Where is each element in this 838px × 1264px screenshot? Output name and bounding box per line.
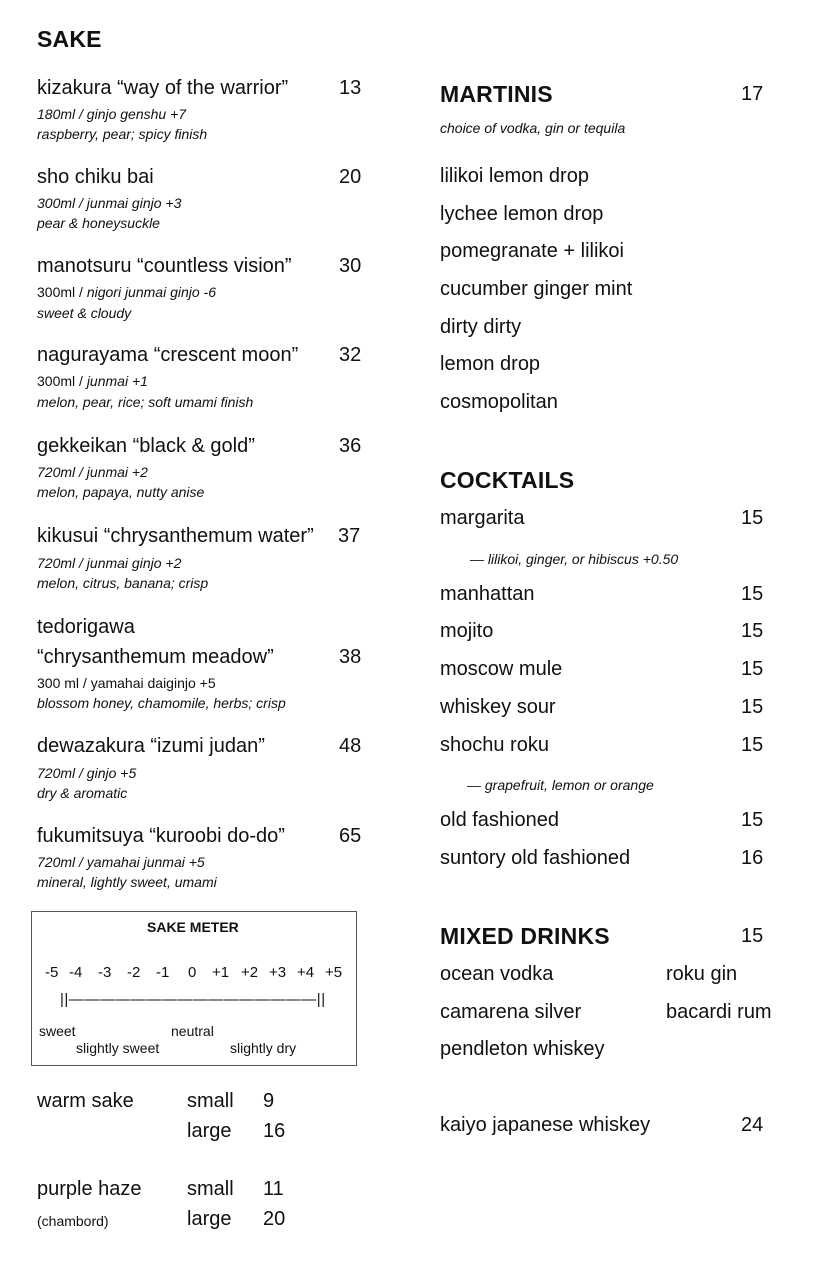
purple-haze-note: (chambord)	[37, 1213, 109, 1229]
kaiyo-name: kaiyo japanese whiskey	[440, 1114, 651, 1136]
sake-meter-line: ||————————————————||	[60, 991, 326, 1008]
purple-haze-large-label: large	[187, 1208, 232, 1230]
sake-item-price: 20	[339, 166, 362, 188]
sake-item-name: kikusui “chrysanthemum water”	[37, 525, 314, 547]
sake-meter-scale-value: +2	[241, 964, 259, 981]
mixed-drink-item: bacardi rum	[666, 1001, 772, 1023]
sake-item-notes: dry & aromatic	[37, 785, 128, 801]
sake-item-detail: 720ml / junmai +2	[37, 464, 148, 480]
sake-item-price: 38	[339, 646, 362, 668]
martini-item: dirty dirty	[440, 316, 522, 338]
sake-meter-title: SAKE METER	[147, 919, 239, 935]
sake-meter-label-neutral: neutral	[171, 1023, 214, 1039]
cocktail-item-name: manhattan	[440, 583, 535, 605]
sake-item-detail: 720ml / ginjo +5	[37, 765, 137, 781]
sake-meter-scale-value: -4	[69, 964, 83, 981]
sake-item-detail: 300 ml / yamahai daiginjo +5	[37, 675, 216, 691]
cocktail-item-name: margarita	[440, 507, 525, 529]
sake-item-name: nagurayama “crescent moon”	[37, 344, 299, 366]
cocktail-item-price: 16	[741, 847, 764, 869]
cocktail-item-price: 15	[741, 734, 764, 756]
sake-meter-scale-value: +4	[297, 964, 315, 981]
cocktail-item-name: suntory old fashioned	[440, 847, 631, 869]
sake-meter-scale-value: -5	[45, 964, 59, 981]
martini-item: cosmopolitan	[440, 391, 558, 413]
cocktail-item-price: 15	[741, 809, 764, 831]
cocktail-item-price: 15	[741, 620, 764, 642]
mixed-drink-item: camarena silver	[440, 1001, 582, 1023]
sake-item-detail: 180ml / ginjo genshu +7	[37, 106, 187, 122]
sake-item-detail: 720ml / junmai ginjo +2	[37, 555, 182, 571]
cocktail-item-name: old fashioned	[440, 809, 559, 831]
mixed-drink-item: pendleton whiskey	[440, 1038, 605, 1060]
sake-item-price: 48	[339, 735, 362, 757]
cocktail-item-name: mojito	[440, 620, 494, 642]
sake-meter-scale-value: 0	[188, 964, 197, 981]
mixed-drink-item: ocean vodka	[440, 963, 554, 985]
sake-item-notes: melon, pear, rice; soft umami finish	[37, 394, 254, 410]
sake-heading: SAKE	[37, 26, 102, 52]
sake-item-notes: raspberry, pear; spicy finish	[37, 126, 208, 142]
cocktail-item-price: 15	[741, 583, 764, 605]
sake-item-price: 13	[339, 77, 362, 99]
sake-item-notes: blossom honey, chamomile, herbs; crisp	[37, 695, 286, 711]
sake-item-name: gekkeikan “black & gold”	[37, 435, 255, 457]
martinis-heading: MARTINIS	[440, 81, 553, 107]
martini-item: lemon drop	[440, 353, 541, 375]
sake-item-price: 30	[339, 255, 362, 277]
warm-sake-name: warm sake	[37, 1090, 134, 1112]
cocktail-item-price: 15	[741, 507, 764, 529]
warm-sake-small-price: 9	[263, 1090, 275, 1112]
sake-item-notes: sweet & cloudy	[37, 305, 132, 321]
sake-item-name-line2: “chrysanthemum meadow”	[37, 646, 274, 668]
sake-item-style: nigori junmai ginjo -6	[86, 284, 216, 300]
cocktails-heading: COCKTAILS	[440, 467, 575, 493]
martini-item: pomegranate + lilikoi	[440, 240, 624, 262]
sake-item-volume: 300ml /	[37, 373, 87, 389]
cocktail-item-name: whiskey sour	[440, 696, 556, 718]
sake-meter-label-sweet: sweet	[39, 1023, 76, 1039]
sake-item-detail: 300ml / junmai ginjo +3	[37, 195, 182, 211]
sake-item-notes: pear & honeysuckle	[37, 215, 160, 231]
sake-item-name: kizakura “way of the warrior”	[37, 77, 289, 99]
martini-item: lychee lemon drop	[440, 203, 604, 225]
sake-item-detail: 720ml / yamahai junmai +5	[37, 854, 205, 870]
purple-haze-name: purple haze	[37, 1178, 142, 1200]
purple-haze-small-label: small	[187, 1178, 234, 1200]
sake-item-name: fukumitsuya “kuroobi do-do”	[37, 825, 285, 847]
sake-meter-scale-value: -2	[127, 964, 141, 981]
sake-item-name: manotsuru “countless vision”	[37, 255, 292, 277]
sake-item-style: junmai +1	[86, 373, 148, 389]
shochu-note: — grapefruit, lemon or orange	[467, 777, 654, 793]
martinis-note: choice of vodka, gin or tequila	[440, 120, 626, 136]
sake-item-name: sho chiku bai	[37, 166, 154, 188]
sake-item-notes: melon, citrus, banana; crisp	[37, 575, 209, 591]
sake-meter-label-slightly-sweet: slightly sweet	[76, 1040, 160, 1056]
sake-meter-scale-value: -3	[98, 964, 112, 981]
sake-meter-scale-value: -1	[156, 964, 170, 981]
warm-sake-large-label: large	[187, 1120, 232, 1142]
cocktail-item-name: moscow mule	[440, 658, 563, 680]
mixed-drinks-price: 15	[741, 925, 764, 947]
sake-item-volume: 300ml /	[37, 284, 87, 300]
mixed-drink-item: roku gin	[666, 963, 738, 985]
cocktail-item-name: shochu roku	[440, 734, 549, 756]
cocktail-item-price: 15	[741, 696, 764, 718]
kaiyo-price: 24	[741, 1114, 764, 1136]
sake-item-name: dewazakura “izumi judan”	[37, 735, 265, 757]
sake-item-name: tedorigawa	[37, 616, 135, 638]
sake-item-price: 32	[339, 344, 362, 366]
purple-haze-small-price: 11	[263, 1178, 284, 1200]
sake-item-notes: mineral, lightly sweet, umami	[37, 874, 217, 890]
sake-item-detail	[37, 373, 148, 389]
sake-meter-label-slightly-dry: slightly dry	[230, 1040, 297, 1056]
sake-item-price: 37	[338, 525, 361, 547]
martini-item: cucumber ginger mint	[440, 278, 633, 300]
sake-item-price: 36	[339, 435, 362, 457]
margarita-note: — lilikoi, ginger, or hibiscus +0.50	[470, 551, 679, 567]
sake-meter-scale-value: +1	[212, 964, 230, 981]
sake-meter-scale-value: +5	[325, 964, 343, 981]
warm-sake-small-label: small	[187, 1090, 234, 1112]
mixed-drinks-heading: MIXED DRINKS	[440, 923, 610, 949]
sake-item-notes: melon, papaya, nutty anise	[37, 484, 205, 500]
sake-meter-scale-value: +3	[269, 964, 287, 981]
martinis-price: 17	[741, 83, 764, 105]
sake-meter	[31, 911, 357, 1066]
sake-item-detail	[37, 284, 216, 300]
cocktail-item-price: 15	[741, 658, 764, 680]
warm-sake-large-price: 16	[263, 1120, 286, 1142]
sake-item-price: 65	[339, 825, 362, 847]
purple-haze-large-price: 20	[263, 1208, 286, 1230]
martini-item: lilikoi lemon drop	[440, 165, 589, 187]
